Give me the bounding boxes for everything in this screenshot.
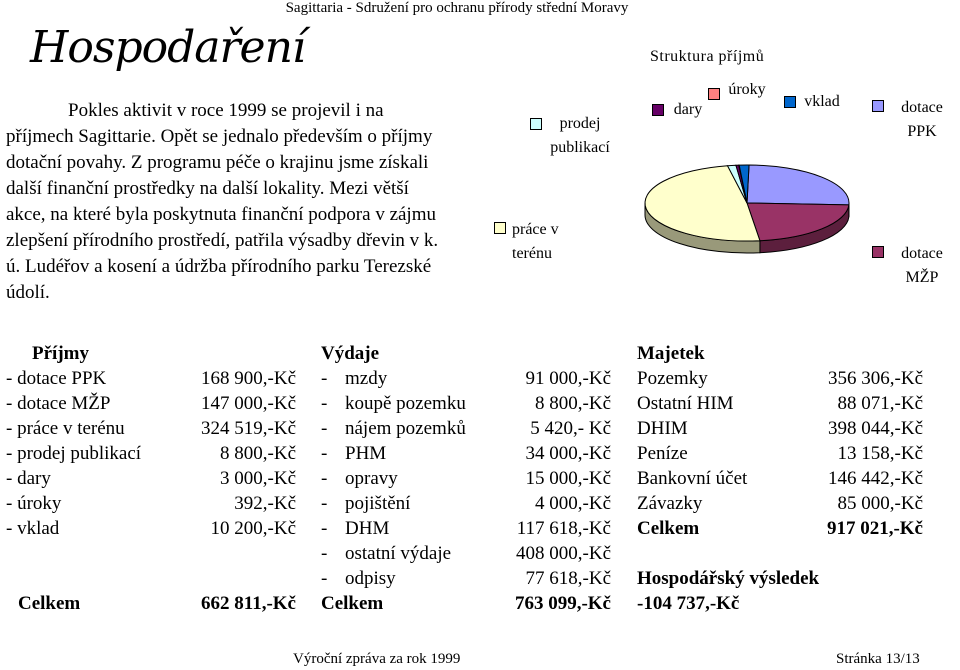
- asset-label: Závazky: [637, 493, 703, 514]
- table-row: [637, 468, 923, 493]
- expense-amount: 5 420,- Kč: [530, 418, 611, 439]
- asset-amount: 85 000,-Kč: [837, 493, 923, 514]
- table-row: [321, 493, 611, 518]
- income-table: [6, 368, 296, 543]
- expenses-total: 763 099,-Kč: [514, 593, 611, 614]
- expense-dash: -: [321, 518, 328, 539]
- income-label: - práce v terénu: [6, 418, 125, 439]
- income-label: - vklad: [6, 518, 60, 539]
- legend-label: prodej: [559, 115, 601, 132]
- expense-label: DHM: [345, 518, 390, 539]
- expense-amount: 8 800,-Kč: [535, 393, 611, 414]
- income-heading: Příjmy: [32, 343, 89, 364]
- chart-title: Struktura příjmů: [650, 48, 765, 65]
- legend-swatch: [784, 96, 796, 108]
- expense-dash: -: [321, 443, 328, 464]
- table-row: [321, 393, 611, 418]
- income-amount: 147 000,-Kč: [201, 393, 296, 414]
- legend-item-prodej-publikaci: [530, 112, 620, 160]
- asset-label: Ostatní HIM: [637, 393, 734, 414]
- income-amount: 8 800,-Kč: [220, 443, 296, 464]
- income-label: - dary: [6, 468, 51, 489]
- expense-dash: -: [321, 543, 328, 564]
- income-amount: 10 200,-Kč: [210, 518, 296, 539]
- expense-amount: 117 618,-Kč: [516, 518, 611, 539]
- income-amount: 168 900,-Kč: [201, 368, 296, 389]
- expense-amount: 408 000,-Kč: [516, 543, 611, 564]
- page-title: Hospodaření: [30, 22, 305, 73]
- asset-label: Peníze: [637, 443, 688, 464]
- expense-label: mzdy: [345, 368, 388, 389]
- legend-swatch: [530, 118, 542, 130]
- income-label: - dotace PPK: [6, 368, 107, 389]
- table-row: [637, 393, 923, 418]
- expense-dash: -: [321, 468, 328, 489]
- result-value: -104 737,-Kč: [637, 593, 740, 614]
- legend-item-prace-v-terenu: [494, 218, 574, 266]
- assets-table: [637, 368, 923, 543]
- legend-label: práce v: [512, 221, 559, 238]
- legend-item-vklad: [784, 90, 848, 114]
- expense-label: nájem pozemků: [345, 418, 466, 439]
- pie-slice-0: [747, 165, 849, 205]
- legend-label: vklad: [804, 93, 840, 110]
- income-total-label: Celkem: [18, 593, 81, 614]
- expenses-total-label: Celkem: [321, 593, 384, 614]
- assets-heading: Majetek: [637, 343, 705, 364]
- expense-amount: 34 000,-Kč: [525, 443, 611, 464]
- asset-amount: 356 306,-Kč: [828, 368, 923, 389]
- table-row: [637, 418, 923, 443]
- expense-amount: 77 618,-Kč: [525, 568, 611, 589]
- footer-right: Stránka 13/13: [836, 651, 920, 667]
- income-pie-chart: [0, 0, 960, 330]
- table-row: [321, 568, 611, 593]
- table-row: [637, 518, 923, 543]
- expense-label: PHM: [345, 443, 387, 464]
- table-row: [6, 518, 296, 543]
- legend-label: publikací: [550, 139, 610, 156]
- asset-amount: 88 071,-Kč: [837, 393, 923, 414]
- expense-label: ostatní výdaje: [345, 543, 452, 564]
- table-row: [321, 443, 611, 468]
- expense-dash: -: [321, 368, 328, 389]
- asset-amount: 146 442,-Kč: [828, 468, 923, 489]
- legend-item-dary: [652, 98, 712, 122]
- expense-label: opravy: [345, 468, 398, 489]
- expense-dash: -: [321, 568, 328, 589]
- table-row: [6, 393, 296, 418]
- result-heading: Hospodářský výsledek: [637, 568, 820, 589]
- asset-label: Bankovní účet: [637, 468, 748, 489]
- expense-amount: 15 000,-Kč: [525, 468, 611, 489]
- table-row: [637, 493, 923, 518]
- table-row: [6, 368, 296, 393]
- assets-total-label: Celkem: [637, 518, 700, 539]
- income-amount: 392,-Kč: [234, 493, 296, 514]
- table-row: [321, 543, 611, 568]
- expense-label: odpisy: [345, 568, 396, 589]
- income-amount: 324 519,-Kč: [201, 418, 296, 439]
- asset-amount: 398 044,-Kč: [828, 418, 923, 439]
- expense-amount: 4 000,-Kč: [535, 493, 611, 514]
- table-row: [321, 368, 611, 393]
- expense-label: koupě pozemku: [345, 393, 466, 414]
- table-row: [6, 418, 296, 443]
- legend-swatch: [708, 88, 720, 100]
- legend-swatch: [872, 246, 884, 258]
- intro-paragraph: Pokles aktivit v roce 1999 se projevil i na příjmech Sagittarie. Opět se jednalo především o příjmy dotační povahy. Z programu péče o krajinu jsme získali další finanční prostředky na další lokality. Mezi větší akce, na které byla poskytnuta finanční podpora v zájmu zlepšení přírodního prostředí, patřila výsadby dřevin v k. ú. Ludéřov a kosení a údržba přírodního parku Terezské údolí.: [6, 100, 439, 303]
- legend-label: terénu: [512, 245, 552, 262]
- legend-label: dary: [673, 101, 703, 118]
- legend-swatch: [872, 100, 884, 112]
- legend-label: PPK: [907, 123, 937, 140]
- legend-item-dotace-ppk: [872, 96, 960, 144]
- table-row: [6, 493, 296, 518]
- expense-dash: -: [321, 493, 328, 514]
- expenses-table: [321, 368, 611, 593]
- expense-label: pojištění: [345, 493, 411, 514]
- page-header: Sagittaria - Sdružení pro ochranu přírody střední Moravy: [285, 0, 629, 16]
- income-label: - úroky: [6, 493, 62, 514]
- legend-label: dotace: [901, 245, 943, 262]
- legend-label: dotace: [901, 99, 943, 116]
- legend-swatch: [494, 222, 506, 234]
- income-label: - dotace MŽP: [6, 393, 111, 414]
- table-row: [321, 468, 611, 493]
- income-amount: 3 000,-Kč: [220, 468, 296, 489]
- expense-dash: -: [321, 393, 328, 414]
- assets-total: 917 021,-Kč: [826, 518, 923, 539]
- legend-item-uroky: [708, 78, 774, 102]
- legend-item-dotace-mzp: [872, 242, 960, 290]
- footer-left: Výroční zpráva za rok 1999: [293, 651, 461, 667]
- legend-label: úroky: [728, 81, 766, 98]
- table-row: [637, 368, 923, 393]
- asset-amount: 13 158,-Kč: [837, 443, 923, 464]
- asset-label: DHIM: [637, 418, 688, 439]
- expense-amount: 91 000,-Kč: [525, 368, 611, 389]
- table-row: [6, 468, 296, 493]
- income-label: - prodej publikací: [6, 443, 142, 464]
- legend-swatch: [652, 104, 664, 116]
- table-row: [321, 418, 611, 443]
- legend-label: MŽP: [905, 269, 939, 286]
- asset-label: Pozemky: [637, 368, 708, 389]
- expense-dash: -: [321, 418, 328, 439]
- table-row: [6, 443, 296, 468]
- income-total: 662 811,-Kč: [201, 593, 296, 614]
- table-row: [321, 518, 611, 543]
- table-row: [637, 443, 923, 468]
- expenses-heading: Výdaje: [321, 343, 380, 364]
